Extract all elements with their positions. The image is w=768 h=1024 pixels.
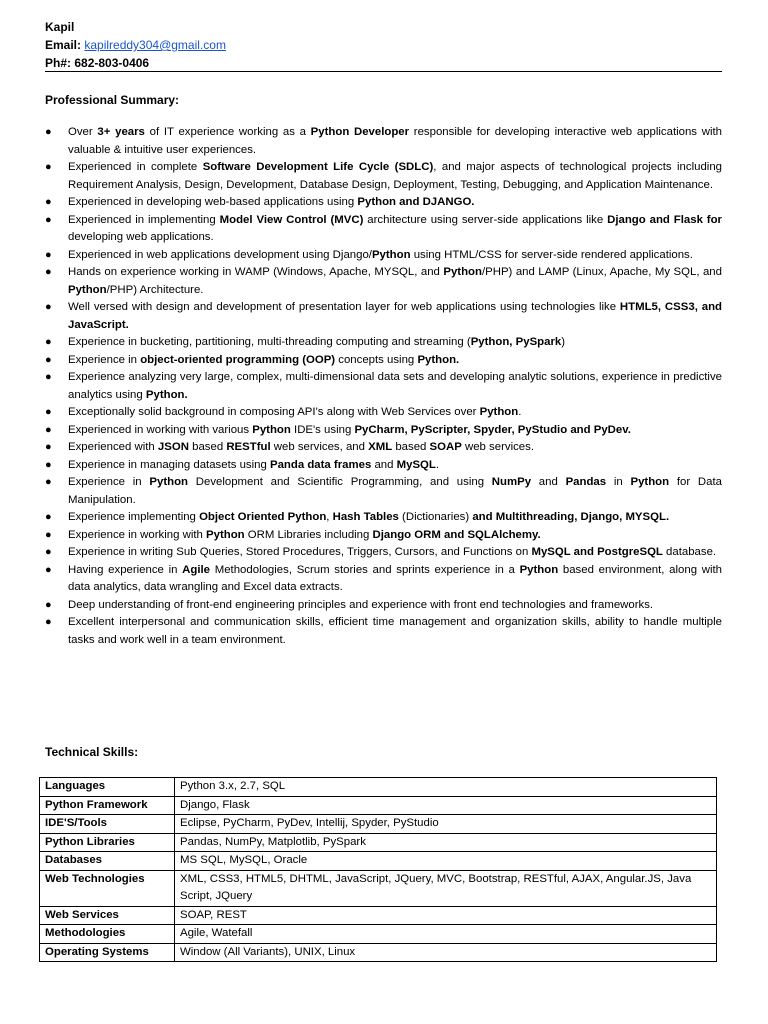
summary-bold-text: Hash Tables — [332, 511, 399, 523]
summary-text: Experienced in developing web-based applications using — [68, 196, 358, 208]
summary-bold-text: Agile — [182, 563, 211, 576]
summary-text: Excellent interpersonal and communication skills, efficient time management and organization skills, ability to handle multiple tasks and work well in a team environment. — [68, 616, 722, 646]
candidate-name: Kapil — [45, 20, 75, 34]
skills-row — [40, 778, 717, 797]
skills-row — [40, 833, 717, 852]
email-line — [45, 36, 226, 54]
summary-item — [45, 264, 722, 299]
skills-row — [40, 852, 717, 871]
summary-text: of IT experience working as a — [144, 126, 311, 138]
summary-text: responsible for developing interactive web applications with valuable & intuitive user experiences. — [68, 126, 722, 156]
summary-text: based environment, along with data analytics, data wrangling and Excel data extracts. — [68, 563, 722, 593]
skill-category: Python Libraries — [40, 833, 175, 852]
summary-item — [45, 614, 722, 649]
bullet-icon: ● — [45, 126, 52, 138]
contact-header — [45, 18, 226, 72]
email-label: Email: — [45, 38, 82, 52]
summary-text: concepts using — [335, 353, 418, 366]
summary-text: Experienced in complete — [68, 161, 203, 173]
skill-values: Eclipse, PyCharm, PyDev, Intellij, Spyder, PyStudio — [175, 815, 717, 834]
summary-text: Experience implementing — [68, 511, 200, 523]
bullet-icon: ● — [45, 511, 52, 523]
summary-bold-text: Python — [630, 476, 670, 488]
summary-text: Having experience in — [68, 563, 183, 576]
bullet-icon: ● — [45, 528, 52, 541]
summary-item — [45, 334, 722, 352]
summary-text: based — [392, 441, 430, 453]
summary-item — [45, 562, 722, 597]
summary-text: and — [371, 458, 397, 471]
bullet-icon: ● — [45, 546, 52, 558]
bullet-icon: ● — [45, 476, 52, 488]
skill-category: Web Technologies — [40, 870, 175, 906]
summary-bold-text: Software Development Life Cycle (SDLC) — [202, 161, 434, 173]
summary-text: /PHP) and LAMP (Linux, Apache, My SQL, and — [481, 266, 722, 278]
summary-bold-text: Python — [371, 248, 411, 261]
bullet-icon: ● — [45, 458, 52, 471]
bullet-icon: ● — [45, 353, 52, 366]
summary-bold-text: Python — [443, 266, 482, 278]
bullet-icon: ● — [45, 196, 52, 208]
summary-bold-text: Pandas — [565, 476, 607, 488]
summary-bold-text: SOAP — [429, 441, 462, 453]
summary-bold-text: XML — [368, 441, 393, 453]
summary-text: architecture using server-side applications like — [363, 213, 608, 226]
summary-bold-text: Python Developer — [310, 126, 410, 138]
summary-text: ) — [561, 336, 566, 348]
summary-bold-text: Django ORM and SQLAlchemy. — [372, 528, 541, 541]
summary-bold-text: MySQL — [396, 458, 436, 471]
skill-values: Pandas, NumPy, Matplotlib, PySpark — [175, 833, 717, 852]
summary-text: . — [435, 458, 440, 471]
summary-item — [45, 527, 722, 545]
summary-list — [45, 124, 722, 649]
skill-values: MS SQL, MySQL, Oracle — [175, 852, 717, 871]
skill-values: Python 3.x, 2.7, SQL — [175, 778, 717, 797]
summary-text: Well versed with design and development of presentation layer for web applications using technologies like — [68, 301, 620, 313]
summary-text: web services, and — [270, 441, 369, 453]
summary-text: Experienced in web applications development using Django/ — [68, 248, 372, 261]
summary-text: Experience analyzing very large, complex, multi-dimensional data sets and developing analytic solutions, experience in predictive analytics using — [68, 371, 722, 401]
bullet-icon: ● — [45, 371, 52, 383]
summary-bold-text: and Multithreading, Django, MYSQL. — [472, 511, 670, 523]
summary-text: Development and Scientific Programming, and using — [188, 476, 492, 488]
summary-text: Experience in working with — [68, 528, 207, 541]
summary-item — [45, 124, 722, 159]
technical-skills-heading: Technical Skills: — [45, 745, 139, 759]
phone-line — [45, 54, 226, 72]
summary-bold-text: Python — [68, 283, 107, 296]
bullet-icon: ● — [45, 161, 52, 173]
bullet-icon: ● — [45, 213, 52, 226]
bullet-icon: ● — [45, 598, 52, 611]
summary-item — [45, 247, 722, 265]
summary-text: Deep understanding of front-end engineering principles and experience with front end technologies and frameworks. — [68, 598, 654, 611]
skill-category: IDE'S/Tools — [40, 815, 175, 834]
summary-text: /PHP) Architecture. — [106, 283, 204, 296]
summary-text: Experience in writing Sub Queries, Stored Procedures, Triggers, Cursors, and Functions on — [68, 546, 532, 558]
summary-text: based — [188, 441, 227, 453]
summary-item — [45, 352, 722, 370]
bullet-icon: ● — [45, 423, 52, 436]
summary-text: (Dictionaries) — [398, 511, 473, 523]
summary-item — [45, 159, 722, 194]
summary-bold-text: Python and DJANGO. — [357, 196, 475, 208]
summary-item — [45, 422, 722, 440]
summary-bold-text: MySQL and PostgreSQL — [531, 546, 663, 558]
summary-text: Experience in — [68, 476, 150, 488]
summary-text: database. — [662, 546, 717, 558]
summary-text: . — [518, 406, 522, 418]
summary-item — [45, 404, 722, 422]
summary-text: Experience in managing datasets using — [68, 458, 270, 471]
summary-text: and — [531, 476, 566, 488]
summary-bold-text: RESTful — [226, 441, 271, 453]
header-divider — [45, 71, 722, 72]
bullet-icon: ● — [45, 406, 52, 418]
summary-item — [45, 474, 722, 509]
summary-text: Methodologies, Scrum stories and sprints experience in a — [210, 563, 520, 576]
skills-row — [40, 943, 717, 962]
summary-text: in — [606, 476, 631, 488]
summary-bold-text: JSON — [157, 441, 189, 453]
bullet-icon: ● — [45, 616, 52, 628]
bullet-icon: ● — [45, 441, 52, 453]
summary-bold-text: Python. — [145, 388, 188, 401]
skill-category: Databases — [40, 852, 175, 871]
summary-item — [45, 509, 722, 527]
summary-bold-text: PyCharm, PyScripter, Spyder, PyStudio and PyDev. — [354, 423, 631, 436]
summary-item — [45, 439, 722, 457]
summary-text: Hands on experience working in WAMP (Windows, Apache, MYSQL, and — [68, 266, 444, 278]
summary-text: IDE's using — [290, 423, 355, 436]
bullet-icon: ● — [45, 248, 52, 261]
summary-text: Experience in bucketing, partitioning, multi-threading computing and streaming ( — [68, 336, 471, 348]
summary-item — [45, 194, 722, 212]
summary-bold-text: Python — [149, 476, 188, 488]
skill-values: Django, Flask — [175, 796, 717, 815]
summary-item — [45, 597, 722, 615]
skill-category: Methodologies — [40, 925, 175, 944]
summary-bold-text: Python — [519, 563, 559, 576]
summary-text: ORM Libraries including — [244, 528, 373, 541]
summary-bold-text: Panda data frames — [270, 458, 372, 471]
summary-bold-text: Python, PySpark — [470, 336, 562, 348]
professional-summary-heading: Professional Summary: — [45, 93, 180, 107]
skill-category: Operating Systems — [40, 943, 175, 962]
summary-text: developing web applications. — [68, 231, 214, 243]
summary-text: , and major aspects of technological projects including Requirement Analysis, Design, Development, Database Design, Deployment, Testing, Debugging, and Application Maintenance. — [68, 161, 722, 191]
bullet-icon: ● — [45, 336, 52, 348]
skills-row — [40, 796, 717, 815]
skills-row — [40, 815, 717, 834]
summary-bold-text: object-oriented programming (OOP) — [140, 353, 336, 366]
skill-values: SOAP, REST — [175, 906, 717, 925]
summary-item — [45, 212, 722, 247]
summary-bold-text: Python — [206, 528, 245, 541]
summary-text: web services. — [461, 441, 534, 453]
summary-bold-text: HTML5, CSS3, and JavaScript. — [68, 301, 722, 331]
summary-text: using HTML/CSS for server-side rendered applications. — [410, 248, 693, 261]
phone-label: Ph#: — [45, 56, 72, 70]
skills-table — [39, 777, 717, 962]
summary-item — [45, 457, 722, 475]
summary-bold-text: NumPy — [491, 476, 532, 488]
skills-row — [40, 870, 717, 906]
bullet-icon: ● — [45, 563, 52, 576]
skill-category: Web Services — [40, 906, 175, 925]
skill-values: XML, CSS3, HTML5, DHTML, JavaScript, JQuery, MVC, Bootstrap, RESTful, AJAX, Angular.JS, Java Script, JQuery — [175, 870, 717, 906]
phone-number: 682-803-0406 — [74, 56, 150, 70]
summary-bold-text: Django and Flask for — [607, 213, 722, 226]
summary-bold-text: 3+ years — [97, 126, 145, 138]
summary-text: Over — [68, 126, 98, 138]
summary-bold-text: Object Oriented Python — [199, 511, 327, 523]
summary-bold-text: Python — [252, 423, 291, 436]
skill-values: Agile, Watefall — [175, 925, 717, 944]
summary-text: Experienced with — [68, 441, 158, 453]
summary-text: , — [326, 511, 333, 523]
email-link[interactable]: kapilreddy304@gmail.com — [84, 38, 226, 52]
summary-bold-text: Python — [479, 406, 519, 418]
skill-category: Languages — [40, 778, 175, 797]
summary-bold-text: Model View Control (MVC) — [219, 213, 364, 226]
skills-row — [40, 906, 717, 925]
summary-item — [45, 299, 722, 334]
skill-values: Window (All Variants), UNIX, Linux — [175, 943, 717, 962]
summary-bold-text: Python. — [417, 353, 460, 366]
summary-text: Exceptionally solid background in composing API's along with Web Services over — [68, 406, 480, 418]
bullet-icon: ● — [45, 266, 52, 278]
bullet-icon: ● — [45, 301, 52, 313]
summary-text: Experienced in implementing — [68, 213, 220, 226]
skill-category: Python Framework — [40, 796, 175, 815]
skills-row — [40, 925, 717, 944]
summary-text: Experienced in working with various — [68, 423, 253, 436]
summary-item — [45, 544, 722, 562]
summary-text: for Data Manipulation. — [68, 476, 722, 506]
summary-text: Experience in — [68, 353, 141, 366]
summary-item — [45, 369, 722, 404]
